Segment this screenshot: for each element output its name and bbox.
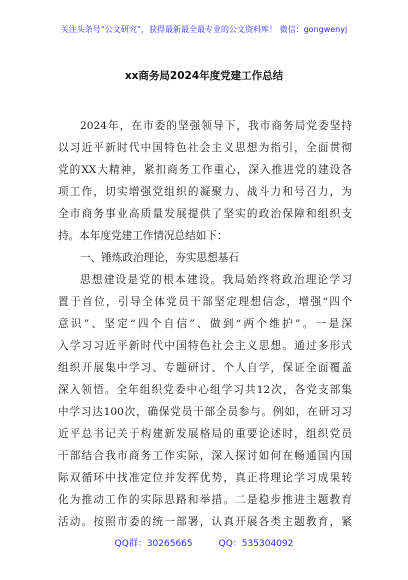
paragraph-line: 际双循环中找准定位并发挥优势，真正将理论学习成果转	[58, 472, 352, 484]
paragraph-line: 思想建设是党的根本建设。我局始终将政治理论学习	[80, 274, 352, 286]
header-banner: 关注头条号“公文研究”，获得最新最全最专业的公文资料库！ 微信：gongwenyj	[60, 25, 348, 34]
footer-contact	[0, 538, 408, 550]
paragraph-line: 以习近平新时代中国特色社会主义思想为指引，全面贯彻	[58, 142, 352, 154]
paragraph-line: 置于首位，引导全体党员干部坚定理想信念，增强“四个	[58, 296, 352, 308]
paragraph-line: 活动。按照市委的统一部署，认真开展各类主题教育，紧	[58, 516, 352, 528]
paragraph-line: 意识”、坚定“四个自信”、做到“两个维护”。一是深	[58, 318, 352, 330]
document-title: xx商务局2024年度党建工作总结	[124, 70, 284, 82]
paragraph-line: 入学习习近平新时代中国特色社会主义思想。通过多形式	[58, 340, 352, 352]
paragraph-line: 持。本年度党建工作情况总结如下：	[58, 230, 228, 242]
paragraph-line: 干部结合我市商务工作实际，深入探讨如何在畅通国内国	[58, 450, 352, 462]
paragraph-line: 2024年，在市委的坚强领导下，我市商务局党委坚持	[80, 120, 352, 132]
paragraph-line: 深入领悟。全年组织党委中心组学习共12次，各党支部集	[58, 384, 352, 396]
footer-qq-group: QQ群：30265665	[114, 539, 193, 549]
paragraph-line: 组织开展集中学习、专题研讨、个人自学，保证全面覆盖	[58, 362, 352, 374]
paragraph-line: 中学习达100次，确保党员干部全员参与。例如，在研习习	[58, 406, 352, 418]
paragraph-line: 党的XX大精神，紧扣商务工作重心，深入推进党的建设各	[58, 164, 352, 176]
footer-qq-number: QQ：535304092	[218, 539, 294, 549]
paragraph-line: 化为推动工作的实际思路和举措。二是稳步推进主题教育	[58, 494, 352, 506]
document-body	[58, 115, 352, 533]
paragraph-line: 近平总书记关于构建新发展格局的重要论述时，组织党员	[58, 428, 352, 440]
paragraph-line: 项工作，切实增强党组织的凝聚力、战斗力和号召力，为	[58, 186, 352, 198]
paragraph-line: 全市商务事业高质量发展提供了坚实的政治保障和组织支	[58, 208, 352, 220]
section-heading: 一、锤炼政治理论，夯实思想基石	[80, 252, 239, 264]
